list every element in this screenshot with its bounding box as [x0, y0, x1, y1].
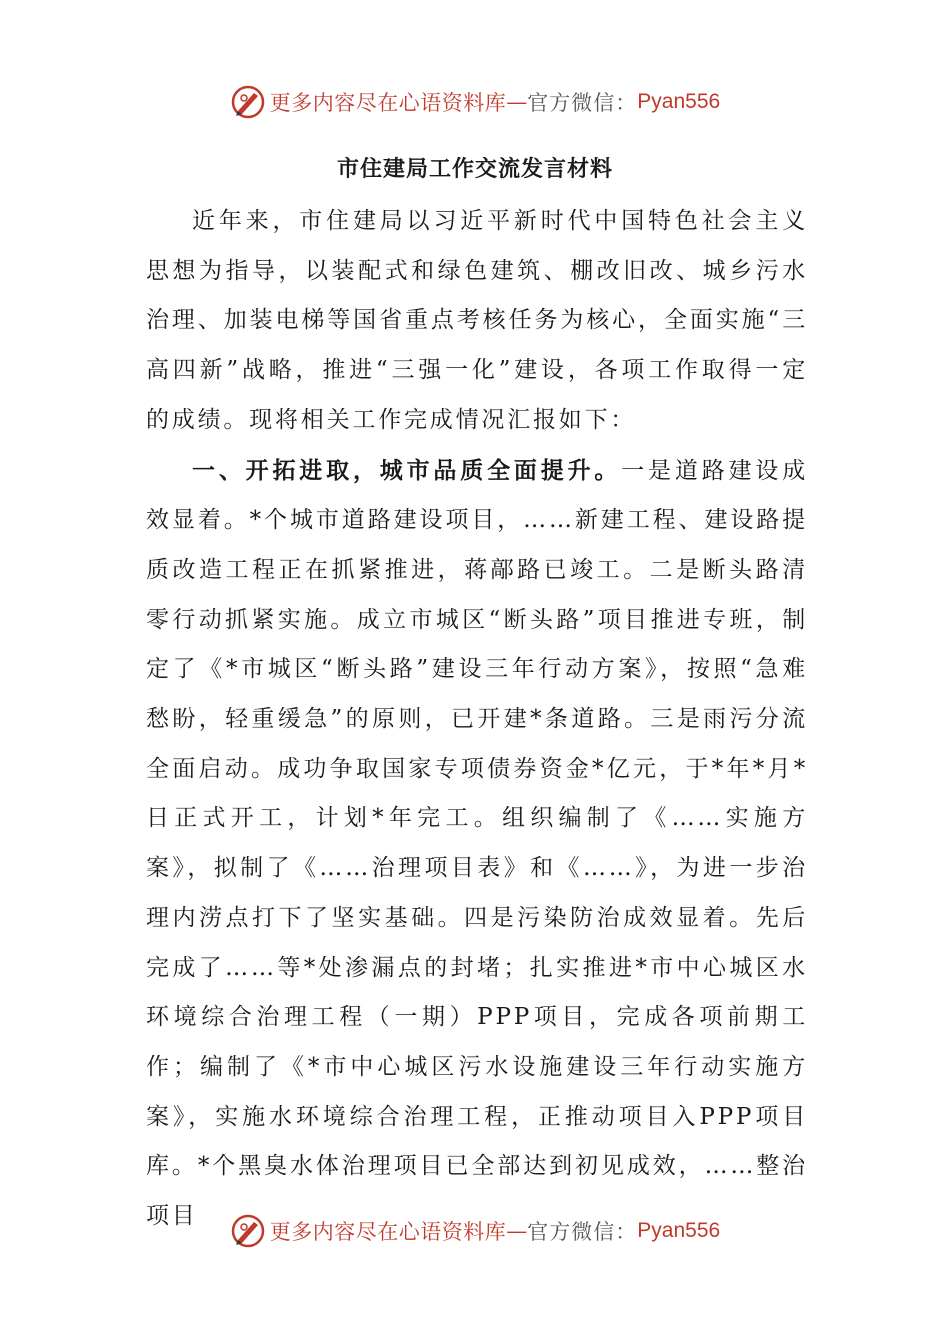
header-banner: [0, 82, 950, 122]
banner-separator: —: [506, 90, 528, 114]
document-title: 市住建局工作交流发言材料: [336, 156, 613, 182]
wechat-label: 官方微信：: [527, 1220, 638, 1244]
wechat-id: Pyan556: [637, 1219, 721, 1242]
intro-paragraph: 近年来，市住建局以习近平新时代中国特色社会主义思想为指导，以装配式和绿色建筑、棚改旧改、城乡污水治理、加装电梯等国省重点考核任务为核心，全面实施“三高四新”战略，推进“三强一化”建设，各项工作取得一定的成绩。现将相关工作完成情况汇报如下：: [146, 208, 808, 433]
pen-circle-logo-icon: [230, 84, 266, 120]
pen-circle-logo-icon: [230, 1213, 266, 1249]
banner-text: 更多内容尽在心语资料库: [269, 91, 507, 115]
section-1-paragraph: [146, 446, 808, 1242]
banner-separator: —: [506, 1219, 528, 1243]
document-body: [146, 197, 808, 1242]
wechat-id: Pyan556: [637, 90, 721, 113]
wechat-label: 官方微信：: [527, 91, 638, 115]
section-1-body: 一是道路建设成效显着。*个城市道路建设项目，……新建工程、建设路提质改造工程正在抓紧推进，蒋鄗路已竣工。二是断头路清零行动抓紧实施。成立市城区“断头路”项目推进专班，制定了《*市城区“断头路”建设三年行动方案》，按照“急难愁盼，轻重缓急”的原则，已开建*条道路。三是雨污分流全面启动。成功争取国家专项债券资金*亿元，于*年*月*日正式开工，计划*年完工。组织编制了《……实施方案》，拟制了《……治理项目表》和《……》，为进一步治理内涝点打下了坚实基础。四是污染防治成效显着。先后完成了……等*处渗漏点的封堵；扎实推进*市中心城区水环境综合治理工程（一期）PPP项目，完成各项前期工作；编制了《*市中心城区污水设施建设三年行动实施方案》，实施水环境综合治理工程，正推动项目入PPP项目库。*个黑臭水体治理项目已全部达到初见成效，……整治项目: [146, 457, 808, 1230]
section-1-heading: 一、开拓进取，城市品质全面提升。: [192, 456, 622, 484]
footer-banner: [0, 1211, 950, 1251]
banner-text: 更多内容尽在心语资料库: [269, 1220, 507, 1244]
